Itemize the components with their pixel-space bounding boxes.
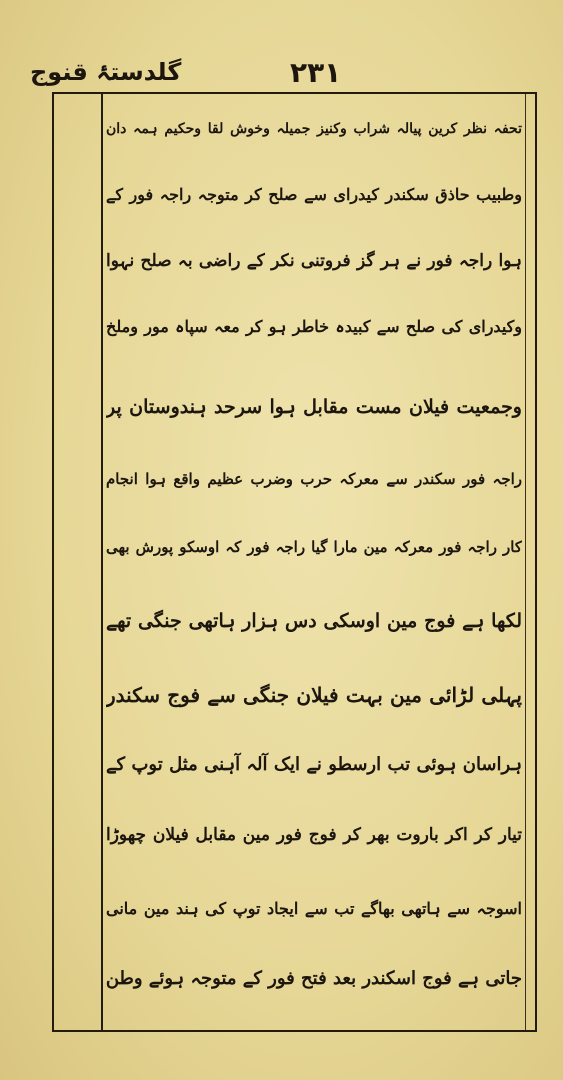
text-line-3: ہوا راجہ فور نے ہر گز فروتنی نکر کے راضی بہ صلح نہوا	[106, 251, 522, 271]
text-line-9: پہلی لڑائی مین بہت فیلان جنگی سے فوج سکندر	[106, 683, 522, 707]
text-line-12: اسوجہ سے ہاتھی بھاگے تب سے ایجاد توپ کی ہند مین مانی	[106, 899, 522, 918]
text-line-11: تیار کر اکر باروت بھر کر فوج فور مین مقابل فیلان چھوڑا	[106, 825, 522, 845]
text-line-2: وطبیب حاذق سکندر کیدرای سے صلح کر متوجہ راجہ فور کے	[106, 185, 522, 204]
text-line-8: لکھا ہے فوج مین اوسکی دس ہزار ہاتھی جنگی تھے	[106, 610, 522, 632]
text-line-10: ہراسان ہوئی تب ارسطو نے ایک آلہ آہنی مثل توپ کے	[106, 754, 522, 775]
text-line-7: کار راجہ فور معرکہ مین مارا گیا راجہ فور کہ اوسکو پورش بھی	[106, 538, 522, 556]
text-line-13: جاتی ہے فوج اسکندر بعد فتح فور کے متوجہ ہوئے وطن	[106, 968, 522, 989]
running-header-book-title: گلدستۂ قنوج	[30, 58, 182, 86]
margin-rule-line	[101, 94, 103, 1030]
text-line-5: وجمعیت فیلان مست مقابل ہوا سرحد ہندوستان پر	[106, 396, 522, 418]
text-line-4: وکیدرای کی صلح سے کبیدہ خاطر ہو کر معہ سپاہ مور وملخ	[106, 317, 522, 336]
inner-right-rule-line	[525, 94, 526, 1030]
text-line-6: راجہ فور سکندر سے معرکہ حرب وضرب عظیم واقع ہوا انجام	[106, 470, 522, 488]
page-number: ۲۳۱	[290, 56, 342, 89]
text-line-1: تحفہ نظر کرین پیالہ شراب وکنیز جمیلہ وخوش لقا وحکیم ہمہ دان	[106, 121, 522, 137]
body-text-block	[106, 100, 522, 1020]
